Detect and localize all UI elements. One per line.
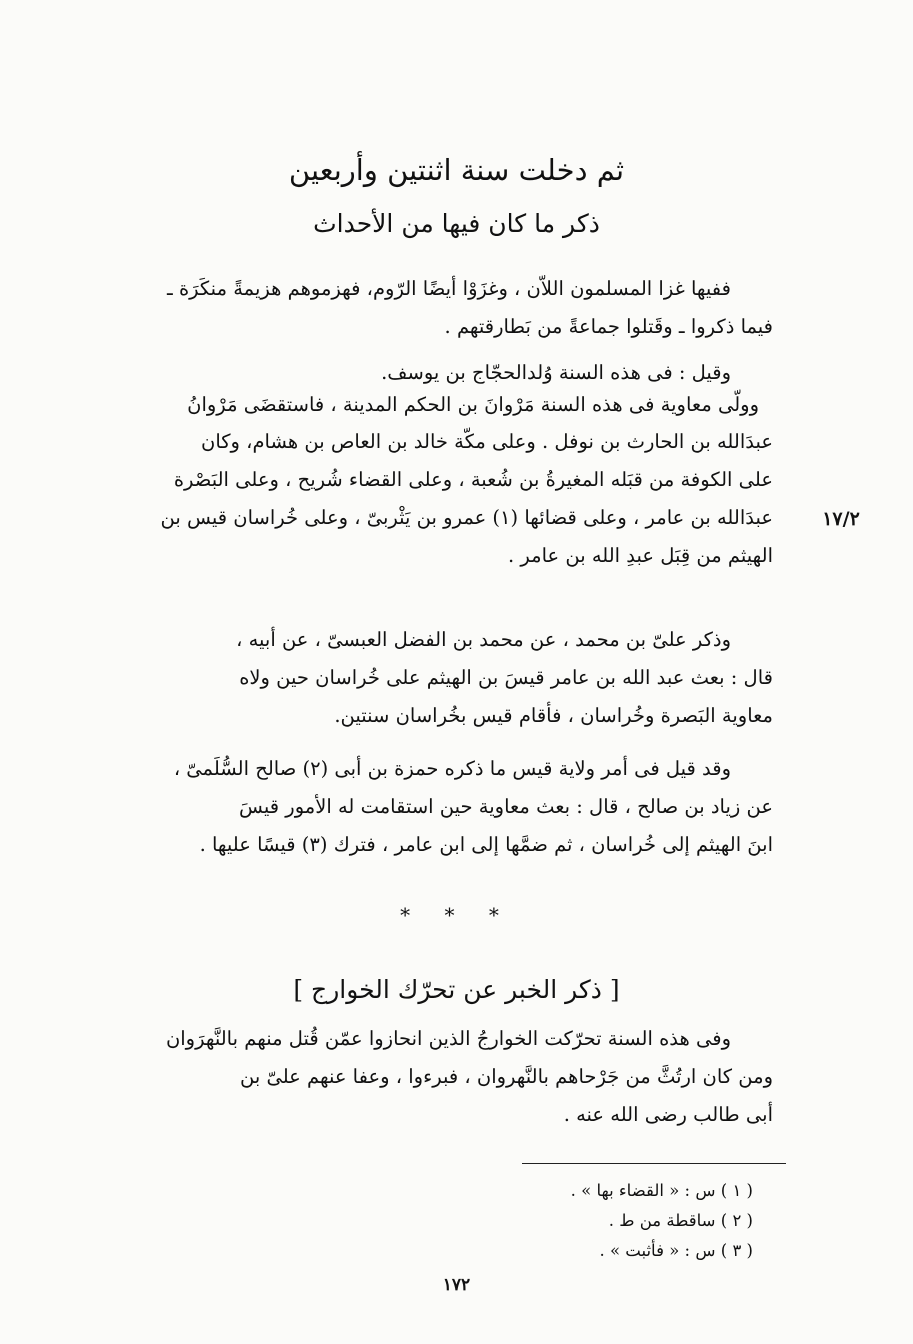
section-heading: [ ذكر الخبر عن تحرّك الخوارج ] [293, 975, 620, 1004]
text-line: معاوية البَصرة وخُراسان ، فأقام قيس بخُراسان سنتين. [334, 704, 773, 727]
text-line: فيما ذكروا ـ وقَتلوا جماعةً من بَطارقتهم . [444, 315, 773, 338]
paragraph-appointments [125, 387, 773, 575]
text-line: قال : بعث عبد الله بن عامر قيسَ بن الهيثم على خُراسان حين ولاه [239, 666, 773, 689]
chapter-subtitle: ذكر ما كان فيها من الأحداث [313, 209, 600, 238]
text-line: وقيل : فى هذه السنة وُلدالحجّاج بن يوسف. [381, 361, 731, 384]
footnote-rule [522, 1163, 786, 1164]
text-line: على الكوفة من قبَله المغيرةُ بن شُعبة ، وعلى القضاء شُريح ، وعلى البَصْرة [173, 468, 773, 491]
paragraph-khawarij [125, 1020, 773, 1134]
text-line: وقد قيل فى أمر ولاية قيس ما ذكره حمزة بن أبى (٢) صالح السُّلَمىّ ، [173, 757, 731, 780]
text-line: وفى هذه السنة تحرّكت الخوارجُ الذين انحازوا عمّن قُتل منهم بالنَّهرَوان [165, 1027, 731, 1050]
text-line: ففيها غزا المسلمون اللاّن ، وغزَوْا أيضًا الرّوم، فهزموهم هزيمةً منكَرَة ـ [167, 277, 731, 300]
page-number: ١٧٢ [442, 1275, 471, 1295]
text-line: عن زياد بن صالح ، قال : بعث معاوية حين استقامت له الأمور قيسَ [239, 795, 773, 818]
text-line: أبى طالب رضى الله عنه . [563, 1103, 773, 1126]
footnote: ( ١ ) س : « القضاء بها » . [570, 1181, 753, 1200]
text-line: وذكر علىّ بن محمد ، عن محمد بن الفضل العبسىّ ، عن أبيه ، [236, 628, 731, 651]
footnote: ( ٣ ) س : « فأثبت » . [599, 1241, 753, 1260]
footnote: ( ٢ ) ساقطة من ط . [608, 1211, 753, 1230]
margin-page-reference: ١٧/٢ [822, 508, 860, 530]
paragraph-hajjaj-birth [125, 355, 773, 391]
text-line: ابنَ الهيثم إلى خُراسان ، ثم ضمَّها إلى ابن عامر ، فترك (٣) قيسًا عليها . [199, 833, 773, 856]
paragraph-raid [125, 270, 773, 346]
text-line: عبدَالله بن عامر ، وعلى قضائها (١) عمرو بن يَثْربىّ ، وعلى خُراسان قيس بن [160, 506, 773, 529]
section-divider-stars: * * * [400, 903, 513, 927]
footnotes [453, 1176, 753, 1266]
text-line: ومن كان ارتُثَّ من جَرْحاهم بالنَّهروان ، فبرءوا ، وعفا عنهم علىّ بن [239, 1065, 773, 1088]
paragraph-qays-governorship [125, 750, 773, 864]
chapter-title: ثم دخلت سنة اثنتين وأربعين [288, 153, 625, 187]
text-line: الهيثم من قِبَل عبدِ الله بن عامر . [507, 544, 773, 567]
text-line: وولّى معاوية فى هذه السنة مَرْوانَ بن الحكم المدينة ، فاستقضَى مَرْوانُ [187, 393, 759, 416]
paragraph-ali-report [125, 621, 773, 735]
text-line: عبدَالله بن الحارث بن نوفل . وعلى مكّة خالد بن العاص بن هشام، وكان [201, 430, 773, 453]
